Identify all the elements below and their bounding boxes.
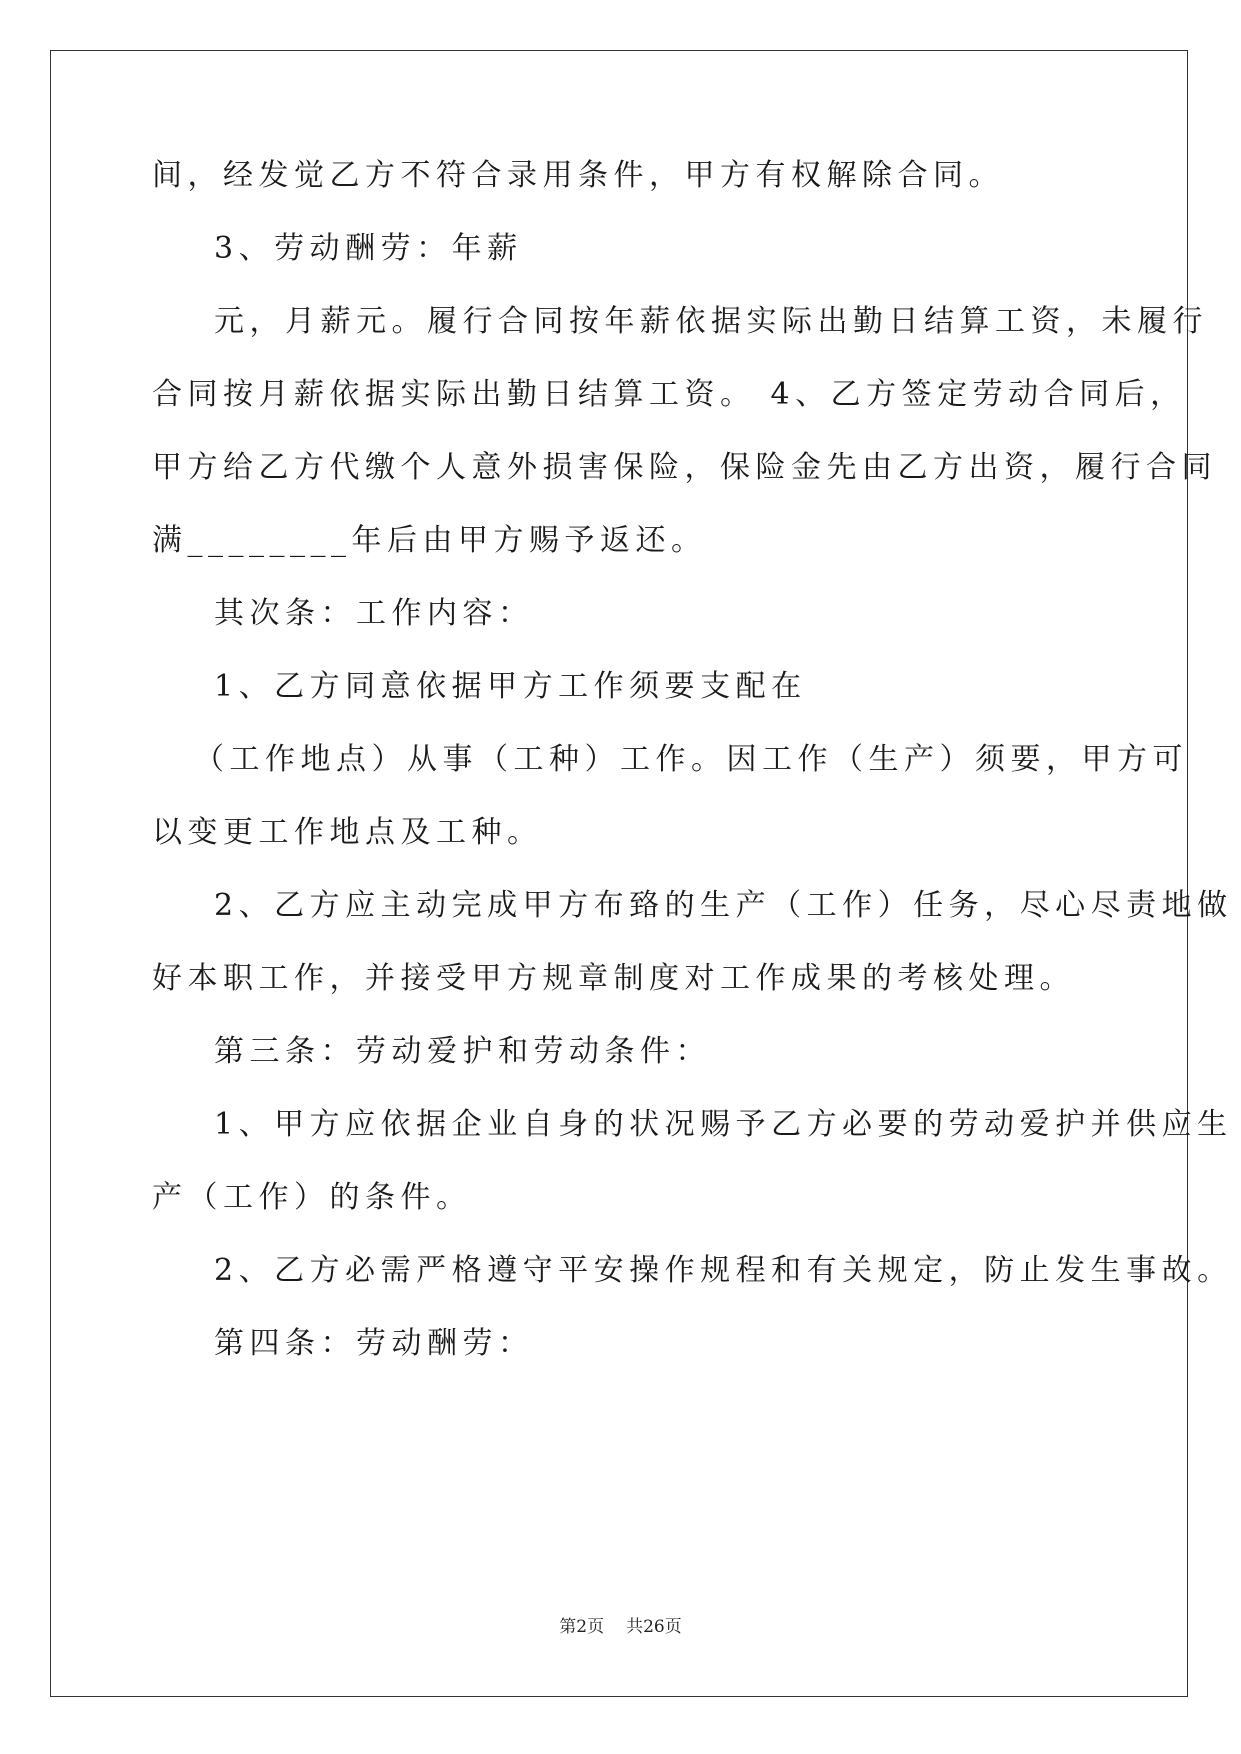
- paragraph-line: 以变更工作地点及工种。: [152, 815, 543, 850]
- paragraph-line: 1、甲方应依据企业自身的状况赐予乙方必要的劳动爱护并供应生: [214, 1107, 1233, 1142]
- paragraph-line: 合同按月薪依据实际出勤日结算工资。 4、乙方签定劳动合同后，: [152, 377, 1186, 412]
- paragraph-line: 1、乙方同意依据甲方工作须要支配在: [214, 669, 807, 704]
- page-number: 第2页: [559, 1617, 605, 1637]
- paragraph-line: 好本职工作，并接受甲方规章制度对工作成果的考核处理。: [152, 961, 1075, 996]
- section-heading: 第四条：劳动酬劳：: [214, 1326, 534, 1361]
- paragraph-line: 间，经发觉乙方不符合录用条件，甲方有权解除合同。: [152, 158, 1004, 193]
- page-border: [50, 50, 1188, 1697]
- paragraph-line: 甲方给乙方代缴个人意外损害保险，保险金先由乙方出资，履行合同: [152, 450, 1217, 485]
- section-heading: 第三条：劳动爱护和劳动条件：: [214, 1034, 711, 1069]
- paragraph-line: 元，月薪元。履行合同按年薪依据实际出勤日结算工资，未履行: [214, 304, 1208, 339]
- paragraph-line: 3、劳动酬劳：年薪: [214, 231, 523, 266]
- page-footer: [0, 1612, 1241, 1637]
- paragraph-line: 2、乙方必需严格遵守平安操作规程和有关规定，防止发生事故。: [214, 1253, 1233, 1288]
- paragraph-line: 产（工作）的条件。: [152, 1180, 472, 1215]
- page-total: 共26页: [626, 1617, 682, 1637]
- section-heading: 其次条：工作内容：: [214, 596, 534, 631]
- paragraph-line: （工作地点）从事（工种）工作。因工作（生产）须要，甲方可: [194, 742, 1188, 777]
- paragraph-line: 满________年后由甲方赐予返还。: [152, 523, 707, 558]
- paragraph-line: 2、乙方应主动完成甲方布臵的生产（工作）任务，尽心尽责地做: [214, 888, 1233, 923]
